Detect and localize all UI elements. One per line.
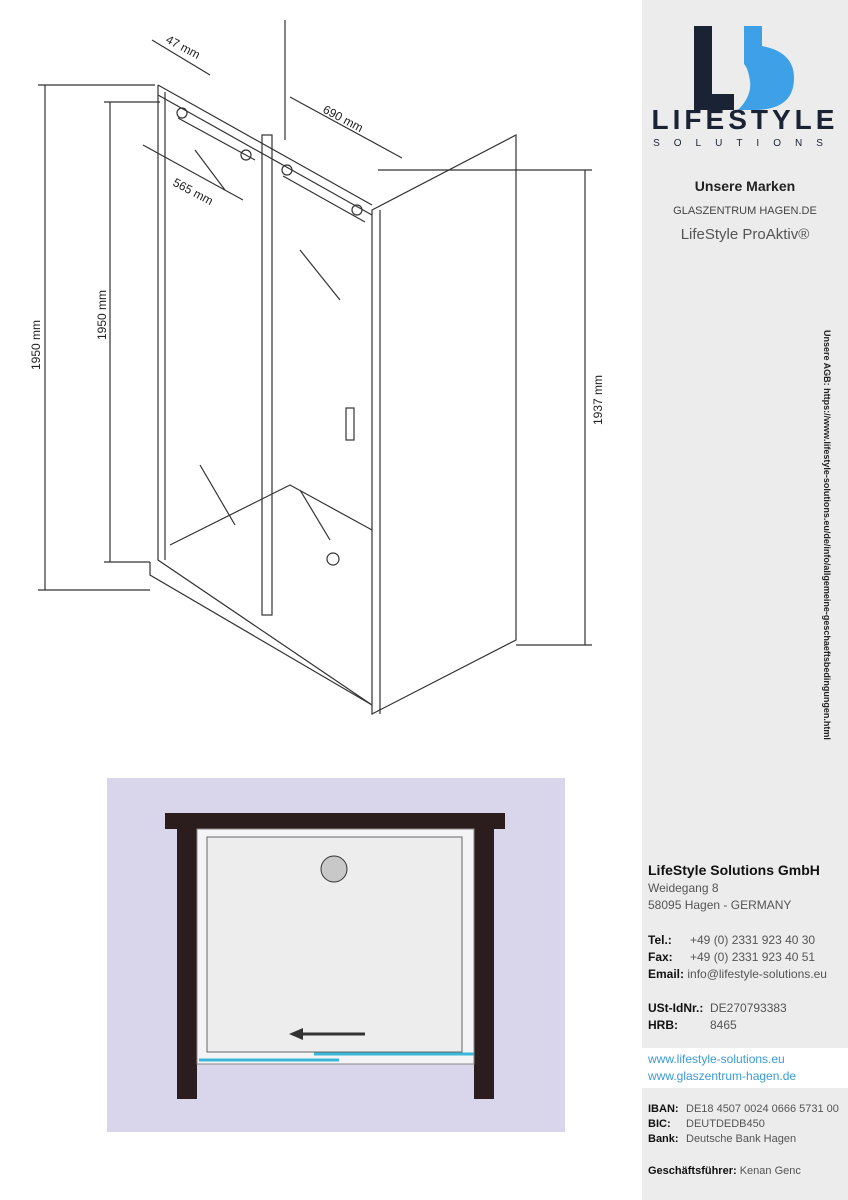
web-links (642, 1048, 848, 1088)
bank-block (648, 1102, 839, 1147)
shower-door-3d-drawing (0, 0, 640, 760)
dim-profile: 47 mm (163, 32, 203, 62)
brands-title: Unsere Marken (694, 178, 796, 194)
gf-label: Geschäftsführer: (648, 1165, 737, 1177)
logo-wordmark: LIFESTYLE (651, 104, 839, 135)
bank: Deutsche Bank Hagen (686, 1133, 797, 1145)
contact-block (648, 932, 827, 983)
website-link-lifestyle[interactable]: www.lifestyle-solutions.eu (648, 1052, 785, 1066)
top-wall (165, 813, 505, 829)
ust: DE270793383 (710, 1001, 787, 1015)
drain (327, 553, 339, 565)
gf: Kenan Genc (739, 1165, 801, 1177)
website-link-glaszentrum[interactable]: www.glaszentrum-hagen.de (648, 1069, 797, 1083)
email-label: Email: (648, 967, 685, 981)
drain (321, 856, 347, 882)
tel-label: Tel.: (648, 933, 672, 947)
dim-height-outer: 1950 mm (29, 319, 43, 370)
hrb: 8465 (710, 1018, 737, 1032)
tel: +49 (0) 2331 923 40 30 (690, 933, 816, 947)
company-name: LifeStyle Solutions GmbH (648, 862, 820, 878)
dim-height-wall: 1937 mm (591, 374, 605, 425)
iban-label: IBAN: (648, 1103, 679, 1115)
agb-link[interactable]: Unsere AGB: https://www.lifestyle-solutions.eu/de/info/allgemeine-geschaeftsbedingungen.html (822, 330, 832, 740)
dim-width-top: 690 mm (320, 102, 366, 136)
ust-label: USt-IdNr.: (648, 1001, 704, 1015)
bic-label: BIC: (648, 1118, 671, 1130)
street: Weidegang 8 (648, 881, 719, 895)
city: 58095 Hagen - GERMANY (648, 898, 792, 912)
fax-label: Fax: (648, 950, 673, 964)
floor-plan-drawing (107, 778, 565, 1132)
brand-proaktiv: LifeStyle ProAktiv® (680, 226, 810, 243)
company-sidebar (642, 0, 848, 1200)
right-wall (474, 829, 494, 1099)
fixed-panel-edge (262, 135, 272, 615)
hrb-label: HRB: (648, 1018, 678, 1032)
lifestyle-logo-mark (694, 26, 804, 110)
dim-width-bottom: 565 mm (170, 175, 216, 209)
door-handle (346, 408, 354, 440)
brand-glaszentrum: GLASZENTRUM HAGEN.DE (673, 205, 817, 217)
registration-block (648, 1000, 787, 1034)
email-link[interactable]: info@lifestyle-solutions.eu (687, 967, 827, 981)
address (648, 880, 791, 914)
side-wall (372, 135, 516, 714)
left-wall (177, 829, 197, 1099)
managing-director (648, 1163, 801, 1180)
fax: +49 (0) 2331 923 40 51 (690, 950, 816, 964)
iban: DE18 4507 0024 0666 5731 00 (686, 1103, 839, 1115)
dim-height-inner: 1950 mm (95, 289, 109, 340)
bic: DEUTDEDB450 (686, 1118, 765, 1130)
logo-subtitle: SOLUTIONS (653, 138, 837, 149)
bank-label: Bank: (648, 1133, 679, 1145)
